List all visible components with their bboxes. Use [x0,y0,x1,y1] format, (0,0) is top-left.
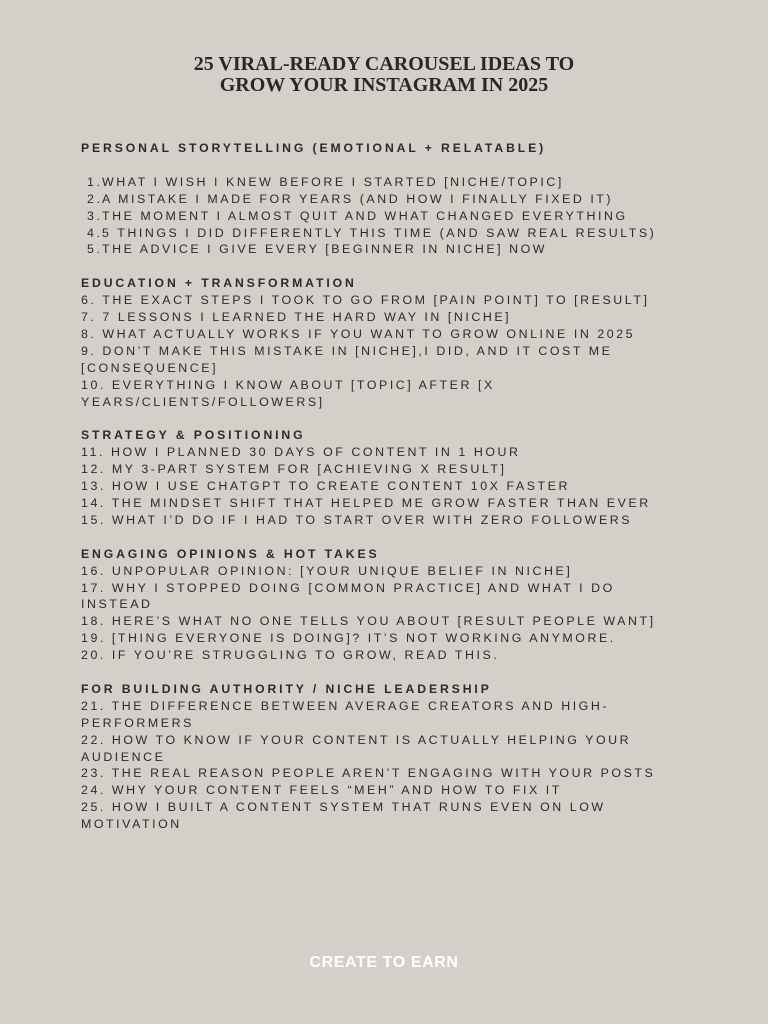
list-item: 6. THE EXACT STEPS I TOOK TO GO FROM [PAIN POINT] TO [RESULT] [81,293,650,308]
section-authority-leadership [81,681,691,833]
item-text: THE ADVICE I GIVE EVERY [BEGINNER IN NICHE] NOW [102,242,548,257]
list-item: 16. UNPOPULAR OPINION: [YOUR UNIQUE BELIEF IN NICHE] [81,563,573,578]
section-heading: EDUCATION + TRANSFORMATION [81,276,357,291]
footer-brand: CREATE TO EARN [309,954,459,971]
title-line-2: GROW YOUR INSTAGRAM IN 2025 [219,74,549,96]
list-item: 13. HOW I USE CHATGPT TO CREATE CONTENT 10X FASTER [81,479,570,494]
list-item: 8. WHAT ACTUALLY WORKS IF YOU WANT TO GROW ONLINE IN 2025 [81,326,636,341]
item-text: WHAT I WISH I KNEW BEFORE I STARTED [NICHE/TOPIC] [102,174,564,189]
page-title [0,54,768,96]
list-item: 25. HOW I BUILT A CONTENT SYSTEM THAT RUNS EVEN ON LOW MOTIVATION [81,800,606,832]
list-item [87,208,691,225]
item-number: 4. [87,225,103,240]
list-item: 15. WHAT I’D DO IF I HAD TO START OVER WITH ZERO FOLLOWERS [81,512,633,527]
list-item: 21. THE DIFFERENCE BETWEEN AVERAGE CREATORS AND HIGH-PERFORMERS [81,698,610,730]
list-item: 11. HOW I PLANNED 30 DAYS OF CONTENT IN 1 HOUR [81,445,521,460]
list-item: 23. THE REAL REASON PEOPLE AREN’T ENGAGING WITH YOUR POSTS [81,766,656,781]
ideas-list [81,140,691,850]
section-heading: STRATEGY & POSITIONING [81,428,306,443]
list-item: 20. IF YOU’RE STRUGGLING TO GROW, READ THIS. [81,648,500,663]
list-item: 22. HOW TO KNOW IF YOUR CONTENT IS ACTUALLY HELPING YOUR AUDIENCE [81,732,632,764]
item-text: A MISTAKE I MADE FOR YEARS (AND HOW I FINALLY FIXED IT) [102,191,614,206]
list-item: 9. DON’T MAKE THIS MISTAKE IN [NICHE],I DID, AND IT COST ME [CONSEQUENCE] [81,343,613,375]
list-item: 7. 7 LESSONS I LEARNED THE HARD WAY IN [NICHE] [81,310,512,325]
list-item: 12. MY 3-PART SYSTEM FOR [ACHIEVING X RESULT] [81,462,507,477]
section-education-transformation [81,275,691,410]
section-heading: FOR BUILDING AUTHORITY / NICHE LEADERSHIP [81,681,492,696]
title-line-1: 25 VIRAL-READY CAROUSEL IDEAS TO [193,53,575,75]
list-item: 24. WHY YOUR CONTENT FEELS “MEH” AND HOW TO FIX IT [81,783,562,798]
section-strategy-positioning [81,427,691,528]
list-item [87,225,691,242]
list-item: 14. THE MINDSET SHIFT THAT HELPED ME GROW FASTER THAN EVER [81,495,651,510]
item-number: 5. [87,242,103,257]
section-heading: ENGAGING OPINIONS & HOT TAKES [81,546,380,561]
list-item: 18. HERE’S WHAT NO ONE TELLS YOU ABOUT [RESULT PEOPLE WANT] [81,614,656,629]
item-number: 1. [87,174,103,189]
item-text: 5 THINGS I DID DIFFERENTLY THIS TIME (AND SAW REAL RESULTS) [102,225,657,240]
list-item [87,241,691,258]
item-text: THE MOMENT I ALMOST QUIT AND WHAT CHANGED EVERYTHING [102,208,628,223]
section-heading: PERSONAL STORYTELLING (EMOTIONAL + RELATABLE) [81,141,547,155]
numbered-list [81,174,691,259]
item-number: 3. [87,208,103,223]
list-item: 19. [THING EVERYONE IS DOING]? IT’S NOT WORKING ANYMORE. [81,631,616,646]
list-item [87,191,691,208]
item-number: 2. [87,191,103,206]
list-item: 10. EVERYTHING I KNOW ABOUT [TOPIC] AFTER [X YEARS/CLIENTS/FOLLOWERS] [81,377,495,409]
list-item: 17. WHY I STOPPED DOING [COMMON PRACTICE] AND WHAT I DO INSTEAD [81,580,615,612]
section-personal-storytelling [81,140,691,258]
list-item [87,174,691,191]
section-opinions-hot-takes [81,546,691,664]
